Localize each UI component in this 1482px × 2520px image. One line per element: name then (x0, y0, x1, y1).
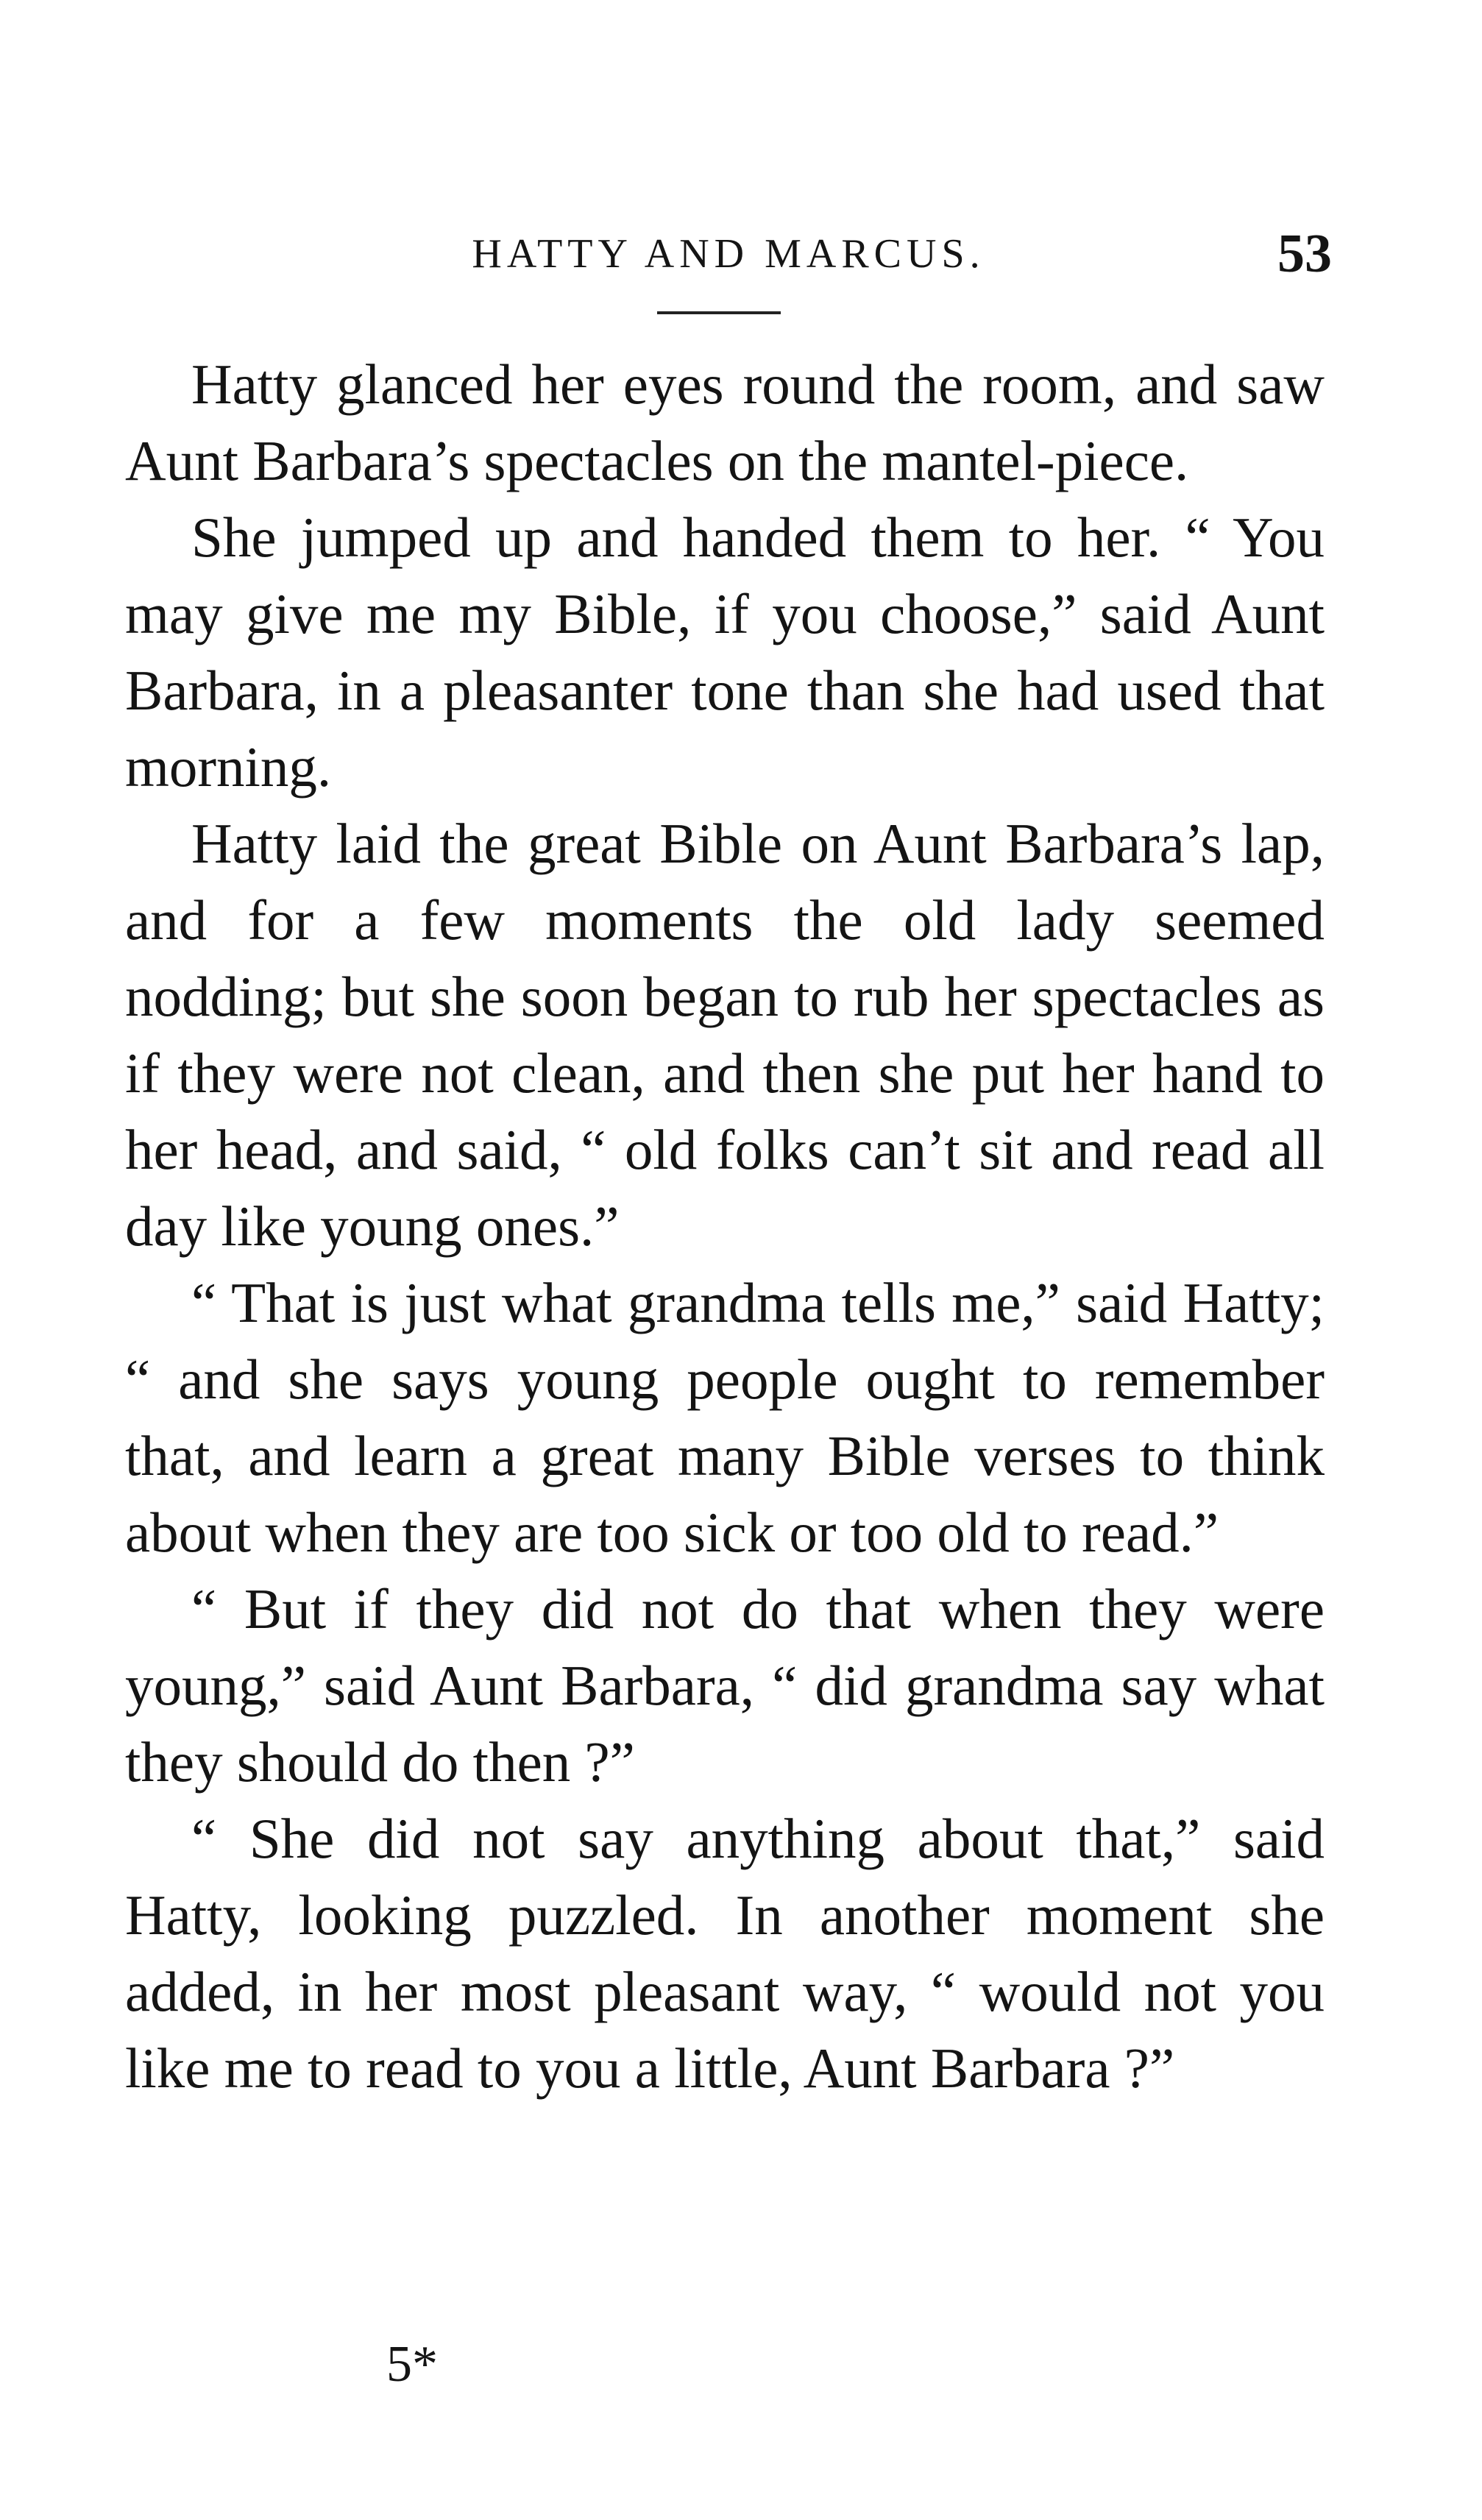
paragraph: “ She did not say anything about that,” said Hatty, looking puzzled. In another moment she added, in her most pleasant way, “ would not you like me to read to you a little, Aunt Barbara ?” (125, 1807, 1325, 2100)
page-number: 53 (1277, 224, 1332, 284)
paragraph: She jumped up and handed them to her. “ You may give me my Bible, if you choose,” said Aunt Barbara, in a pleasanter tone than she had used that morning. (125, 506, 1325, 799)
signature-mark: 5* (386, 2336, 438, 2393)
paragraph: “ But if they did not do that when they were young,” said Aunt Barbara, “ did grandma say what they should do then ?” (125, 1577, 1325, 1794)
body-text (125, 346, 1325, 2106)
paragraph: Hatty laid the great Bible on Aunt Barbara’s lap, and for a few moments the old lady seemed nodding; but she soon began to rub her spectacles as if they were not clean, and then she put her hand to her head, and said, “ old folks can’t sit and read all day like young ones.” (125, 812, 1325, 1258)
page-header (125, 221, 1332, 287)
paragraph: Hatty glanced her eyes round the room, and saw Aunt Barbara’s spectacles on the mantel-piece. (125, 353, 1325, 492)
running-title: HATTY AND MARCUS. (472, 231, 985, 277)
header-rule (657, 311, 781, 314)
paragraph: “ That is just what grandma tells me,” said Hatty; “ and she says young people ought to remember that, and learn a great many Bible verses to think about when they are too sick or too old to read.” (125, 1271, 1325, 1564)
